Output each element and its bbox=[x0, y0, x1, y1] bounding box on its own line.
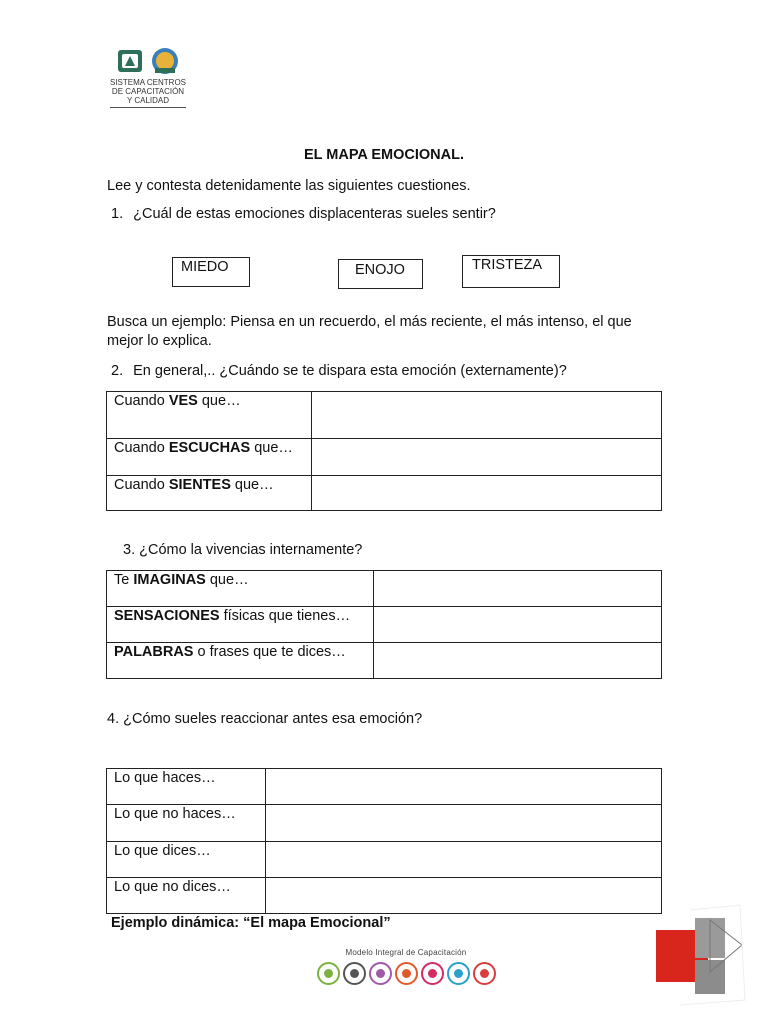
table-row bbox=[107, 842, 662, 878]
table-cell-label: Cuando ESCUCHAS que… bbox=[107, 439, 312, 476]
logo-line: SISTEMA CENTROS bbox=[110, 78, 187, 87]
question-4: 4. ¿Cómo sueles reaccionar antes esa emoción? bbox=[107, 711, 423, 727]
answer-cell[interactable] bbox=[312, 476, 662, 511]
imss-emblem-icon bbox=[116, 46, 146, 76]
wheelchair-icon bbox=[421, 962, 444, 985]
answer-cell[interactable] bbox=[266, 842, 662, 878]
table-cell-label: Lo que no haces… bbox=[107, 805, 266, 842]
table-cell-label: Te IMAGINAS que… bbox=[107, 571, 374, 607]
table-row bbox=[107, 439, 662, 476]
answer-cell[interactable] bbox=[374, 607, 662, 643]
table-row bbox=[107, 607, 662, 643]
table-row bbox=[107, 476, 662, 511]
example-caption: Ejemplo dinámica: “El mapa Emocional” bbox=[111, 915, 391, 931]
question-number: 2. bbox=[111, 363, 124, 379]
table-cell-label: Lo que dices… bbox=[107, 842, 266, 878]
table-row bbox=[107, 392, 662, 439]
table-row bbox=[107, 878, 662, 914]
table-cell-label: Cuando VES que… bbox=[107, 392, 312, 439]
table-reactions bbox=[106, 768, 662, 914]
table-external-triggers bbox=[106, 391, 662, 511]
emotion-box-miedo: MIEDO bbox=[172, 257, 250, 287]
answer-cell[interactable] bbox=[374, 643, 662, 679]
table-row bbox=[107, 643, 662, 679]
answer-cell[interactable] bbox=[266, 805, 662, 842]
table-row bbox=[107, 769, 662, 805]
table-cell-label: SENSACIONES físicas que tienes… bbox=[107, 607, 374, 643]
person-icon bbox=[343, 962, 366, 985]
heart-hands-icon bbox=[369, 962, 392, 985]
table-internal-experience bbox=[106, 570, 662, 679]
tree-icon bbox=[317, 962, 340, 985]
question-text: ¿Cuál de estas emociones displacenteras sueles sentir? bbox=[133, 206, 496, 222]
table-cell-label: Cuando SIENTES que… bbox=[107, 476, 312, 511]
decorative-corner-graphic bbox=[640, 900, 750, 1010]
tools-icon bbox=[447, 962, 470, 985]
table-cell-label: Lo que haces… bbox=[107, 769, 266, 805]
answer-cell[interactable] bbox=[374, 571, 662, 607]
question-2 bbox=[111, 362, 567, 381]
model-icon-row bbox=[308, 962, 504, 985]
model-label: Modelo Integral de Capacitación bbox=[345, 948, 467, 957]
question-1 bbox=[111, 205, 496, 224]
question-3: 3. ¿Cómo la vivencias internamente? bbox=[123, 542, 363, 558]
handshake-icon bbox=[395, 962, 418, 985]
example-instructions: Busca un ejemplo: Piensa en un recuerdo, el más reciente, el más intenso, el que mejor lo explica. bbox=[107, 314, 632, 349]
globe-seal-icon bbox=[150, 46, 180, 76]
imss-logo bbox=[110, 44, 186, 108]
table-row bbox=[107, 805, 662, 842]
logo-line: DE CAPACITACIÓN bbox=[111, 87, 185, 96]
answer-cell[interactable] bbox=[266, 878, 662, 914]
logo-line: Y CALIDAD bbox=[126, 96, 170, 105]
emotion-box-tristeza: TRISTEZA bbox=[462, 255, 560, 288]
document-title: EL MAPA EMOCIONAL. bbox=[303, 147, 465, 163]
answer-cell[interactable] bbox=[266, 769, 662, 805]
training-model-footer bbox=[308, 948, 504, 985]
emotion-box-enojo: ENOJO bbox=[338, 259, 423, 289]
answer-cell[interactable] bbox=[312, 439, 662, 476]
question-text: En general,.. ¿Cuándo se te dispara esta emoción (externamente)? bbox=[133, 363, 567, 379]
logo-caption bbox=[110, 78, 186, 108]
question-number: 1. bbox=[111, 206, 124, 222]
table-cell-label: Lo que no dices… bbox=[107, 878, 266, 914]
table-row bbox=[107, 571, 662, 607]
table-cell-label: PALABRAS o frases que te dices… bbox=[107, 643, 374, 679]
intro-text: Lee y contesta detenidamente las siguientes cuestiones. bbox=[107, 178, 471, 194]
family-icon bbox=[473, 962, 496, 985]
answer-cell[interactable] bbox=[312, 392, 662, 439]
